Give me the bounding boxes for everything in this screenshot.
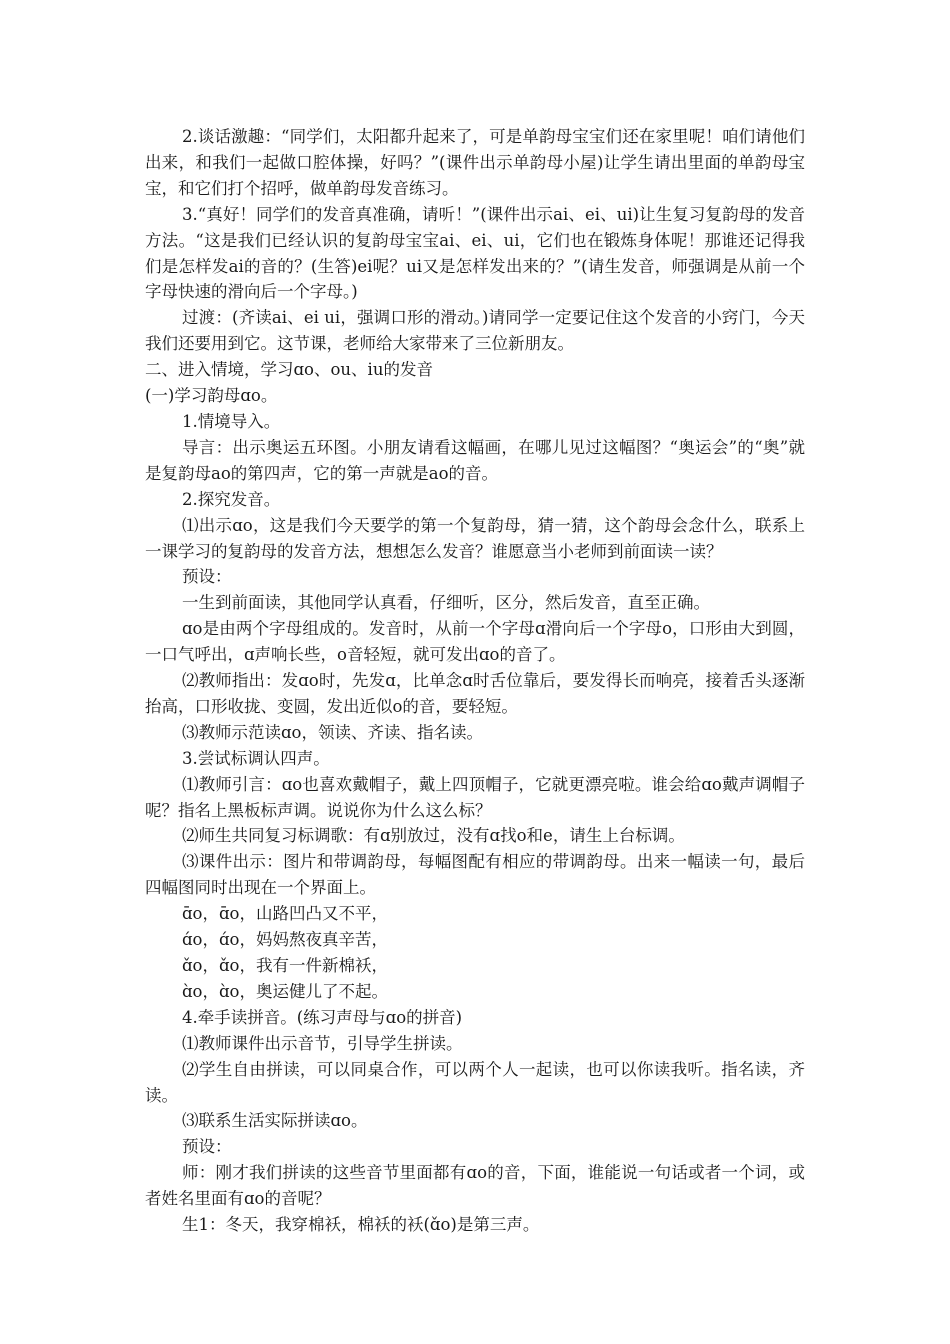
paragraph-transition: 过渡：(齐读ai、ei ui，强调口形的滑动。)请同学一定要记住这个发音的小窍门，今天我们还要用到它。这节课，老师给大家带来了三位新朋友。 <box>145 308 805 354</box>
step-heading-1: 1.情境导入。 <box>182 411 281 431</box>
tone-line-1: ɑ̄o，ɑ̄o，山路凹凸又不平， <box>182 904 388 924</box>
paragraph-show-syllables: ⑴教师课件出示音节，引导学生拼读。 <box>182 1033 463 1053</box>
paragraph-life-reading: ⑶联系生活实际拼读ɑo。 <box>182 1111 368 1131</box>
paragraph-student-reads: 一生到前面读，其他同学认真看，仔细听，区分，然后发音，直至正确。 <box>182 593 710 613</box>
paragraph-teacher-question: 师：刚才我们拼读的这些音节里面都有ɑo的音，下面，谁能说一句话或者一个词，或者姓名里面有ɑo的音呢？ <box>145 1163 805 1209</box>
paragraph-review-compound-finals: 3.“真好！同学们的发音真准确，请听！”(课件出示ai、ei、ui)让生复习复韵母的发音方法。“这是我们已经认识的复韵母宝宝ai、ei、ui，它们也在锻炼身体呢！那谁还记得我们是怎样发ai的音的？(生答)ei呢？ui又是怎样发出来的？”(请生发音，师强调是从前一个字母快速的滑向后一个字母。) <box>145 204 805 302</box>
label-preset-1: 预设： <box>182 567 232 587</box>
step-heading-3: 3.尝试标调认四声。 <box>182 748 330 768</box>
tone-line-4: ɑ̀o，ɑ̀o，奥运健儿了不起。 <box>182 981 388 1001</box>
paragraph-free-reading: ⑵学生自由拼读，可以同桌合作，可以两个人一起读，也可以你读我听。指名读，齐读。 <box>145 1059 805 1105</box>
step-heading-2: 2.探究发音。 <box>182 489 281 509</box>
paragraph-show-ao: ⑴出示ɑo，这是我们今天要学的第一个复韵母，猜一猜，这个韵母会念什么，联系上一课学习的复韵母的发音方法，想想怎么发音？谁愿意当小老师到前面读一读？ <box>145 515 805 561</box>
paragraph-ao-composition: ɑo是由两个字母组成的。发音时，从前一个字母ɑ滑向后一个字母o，口形由大到圆，一口气呼出，ɑ声响长些，o音轻短，就可发出ɑo的音了。 <box>145 619 805 665</box>
paragraph-intro-talk: 2.谈话激趣：“同学们，太阳都升起来了，可是单韵母宝宝们还在家里呢！咱们请他们出来，和我们一起做口腔体操，好吗？”(课件出示单韵母小屋)让学生请出里面的单韵母宝宝，和它们打个招呼，做单韵母发音练习。 <box>145 127 805 198</box>
paragraph-teacher-points: ⑵教师指出：发ɑo时，先发ɑ，比单念ɑ时舌位靠后，要发得长而响亮，接着舌头逐渐抬高，口形收拢、变圆，发出近似o的音，要轻短。 <box>145 671 805 716</box>
paragraph-courseware-show: ⑶课件出示：图片和带调韵母，每幅图配有相应的带调韵母。出来一幅读一句，最后四幅图同时出现在一个界面上。 <box>145 852 805 898</box>
lesson-plan-text <box>145 124 805 1238</box>
paragraph-student-answer: 生1：冬天，我穿棉袄，棉袄的袄(ɑ̌o)是第三声。 <box>182 1215 540 1235</box>
tone-line-3: ɑ̌o，ɑ̌o，我有一件新棉袄， <box>182 956 388 975</box>
label-preset-2: 预设： <box>182 1137 232 1157</box>
paragraph-teacher-demo: ⑶教师示范读ɑo，领读、齐读、指名读。 <box>182 722 483 742</box>
step-heading-4: 4.牵手读拼音。(练习声母与ɑo的拼音) <box>182 1007 463 1027</box>
section-heading-2: 二、进入情境，学习ɑo、ou、iu的发音 <box>145 360 433 380</box>
subsection-heading-ao: (一)学习韵母ɑo。 <box>145 386 278 406</box>
paragraph-olympic-intro: 导言：出示奥运五环图。小朋友请看这幅画，在哪儿见过这幅图？“奥运会”的“奥”就是复韵母ao的第四声，它的第一声就是ao的音。 <box>145 437 805 483</box>
tone-line-2: ɑ́o，ɑ́o，妈妈熬夜真辛苦， <box>182 930 388 950</box>
paragraph-tone-song: ⑵师生共同复习标调歌：有ɑ别放过，没有ɑ找o和e，请生上台标调。 <box>182 826 685 846</box>
paragraph-tone-hats: ⑴教师引言：ɑo也喜欢戴帽子，戴上四顶帽子，它就更漂亮啦。谁会给ɑo戴声调帽子呢？指名上黑板标声调。说说你为什么这么标？ <box>145 774 805 820</box>
